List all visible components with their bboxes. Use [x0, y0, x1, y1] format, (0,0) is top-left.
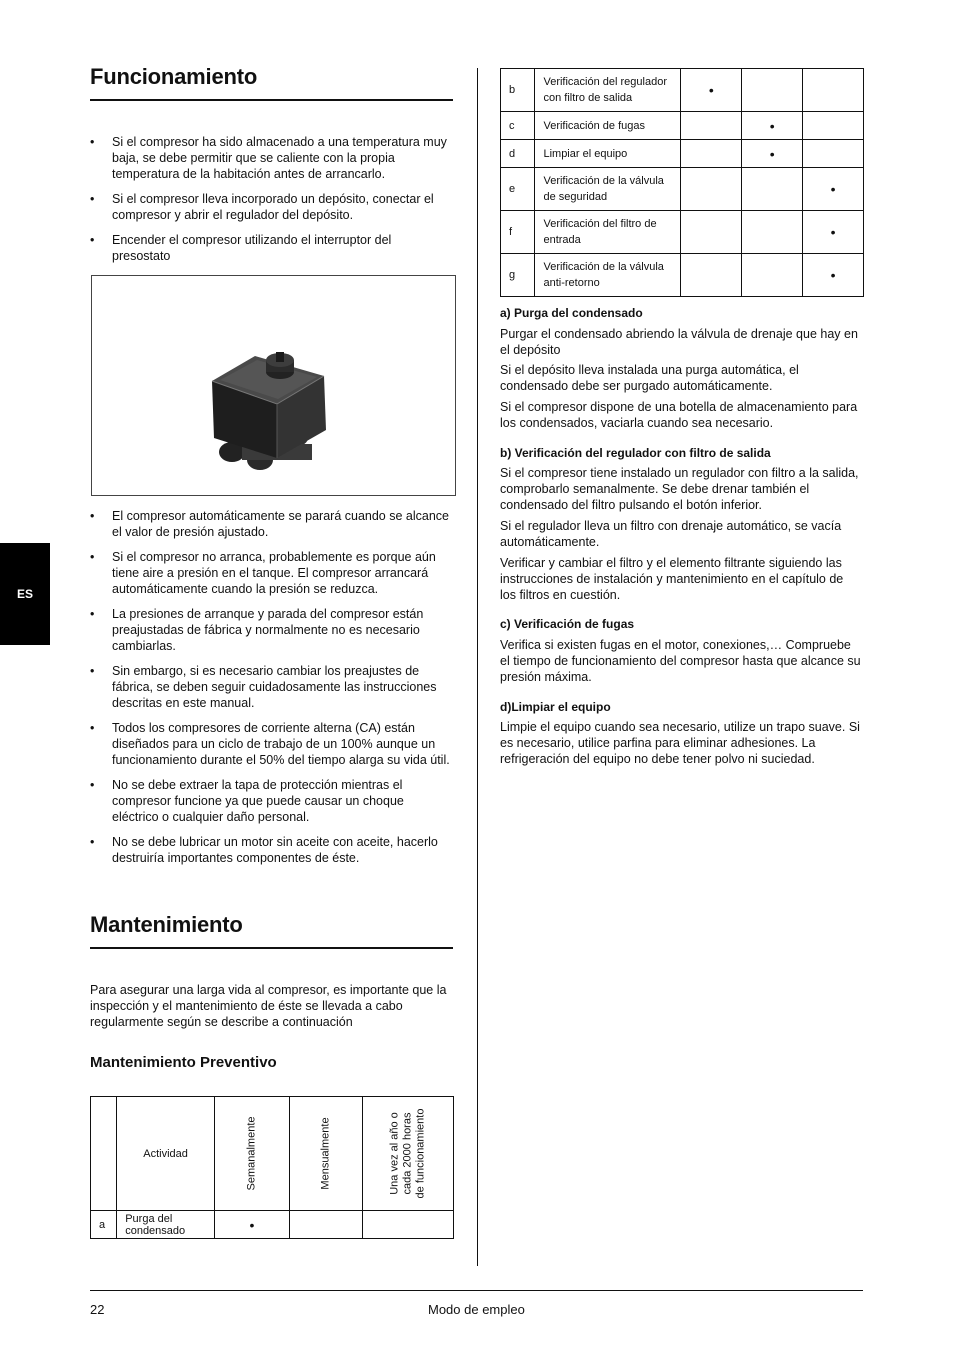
list-item: • Todos los compresores de corriente alterna (CA) están diseñados para un ciclo de trabajo de un 100% aunque un funcionamiento durante el 50% del tiempo alarga su vida útil.: [90, 720, 452, 768]
paragraph: Verificar y cambiar el filtro y el elemento filtrante siguiendo las instrucciones de instalación y mantenimiento en el capítulo de los filtros en cuestión.: [500, 556, 844, 602]
subsection-title: b) Verificación del regulador con filtro de salida: [500, 446, 771, 460]
table-row: b Verificación del regulador con filtro de salida •: [501, 69, 864, 112]
maintenance-table-part1: [90, 1096, 454, 1239]
paragraph: Purgar el condensado abriendo la válvula de drenaje que hay en el depósito: [500, 327, 858, 357]
list-item: • Sin embargo, si es necesario cambiar los preajustes de fábrica, se deben seguir cuidadosamente las instrucciones descritas en este manual.: [90, 663, 452, 711]
column-divider: [477, 68, 478, 1266]
list-item: • Si el compresor no arranca, probablemente es porque aún tiene aire a presión en el tanque. El compresor arrancará automáticamente cuando la presión se reduzca.: [90, 549, 452, 597]
paragraph: Si el compresor tiene instalado un regulador con filtro a la salida, comprobarlo semanalmente. Se debe drenar también el condensado del filtro pulsando el botón inferior.: [500, 466, 859, 512]
title-underline: [90, 99, 453, 101]
list-item: • No se debe extraer la tapa de protección mientras el compresor funcione ya que puede causar un choque eléctrico o cualquier daño personal.: [90, 777, 452, 825]
maintenance-table-part2: [500, 68, 864, 297]
operation-list-bottom: [90, 508, 452, 875]
header-monthly: Mensualmente: [319, 1117, 332, 1190]
paragraph: Limpie el equipo cuando sea necesario, utilize un trapo suave. Si es necesario, utilice parfina para eliminar adhesiones. La refrigeración del equipo no debe tener polvo ni suciedad.: [500, 720, 860, 766]
operation-list-top: [90, 134, 452, 273]
maintenance-intro: Para asegurar una larga vida al compresor, es importante que la inspección y el mantenimiento de éste se llevada a cabo regularmente según se describe a continuación: [90, 983, 447, 1029]
maintenance-title: Mantenimiento: [90, 912, 243, 937]
pressure-switch-figure: [91, 275, 456, 496]
subsection-title: d)Limpiar el equipo: [500, 700, 611, 714]
subsection-title: a) Purga del condensado: [500, 306, 643, 320]
language-tab: ES: [0, 543, 50, 645]
paragraph: Verifica si existen fugas en el motor, conexiones,… Compruebe el tiempo de funcionamiento del compresor hasta que alcance su presión máxima.: [500, 638, 861, 684]
page-number: 22: [90, 1302, 105, 1317]
operation-title: Funcionamiento: [90, 64, 258, 89]
list-item: • El compresor automáticamente se parará cuando se alcance el valor de presión ajustado.: [90, 508, 452, 540]
preventive-title: Mantenimiento Preventivo: [90, 1054, 277, 1071]
list-item: • No se debe lubricar un motor sin aceite con aceite, hacerlo destruiría importantes componentes de éste.: [90, 834, 452, 866]
list-item: • Si el compresor ha sido almacenado a una temperatura muy baja, se debe permitir que se caliente con la propia temperatura de la habitación antes de arrancarlo.: [90, 134, 452, 182]
subsection-title: c) Verificación de fugas: [500, 617, 635, 631]
table-row: d Limpiar el equipo •: [501, 140, 864, 168]
table-row: a Purga del condensado •: [91, 1211, 454, 1239]
title-underline: [90, 947, 453, 949]
list-item: • Encender el compresor utilizando el interruptor del presostato: [90, 232, 452, 264]
header-yearly: Una vez al año o cada 2000 horas de funcionamiento: [388, 1108, 427, 1199]
list-item: • Si el compresor lleva incorporado un depósito, conectar el compresor y abrir el regulador del depósito.: [90, 191, 452, 223]
table-row: g Verificación de la válvula anti-retorno •: [501, 254, 864, 297]
table-row: f Verificación del filtro de entrada •: [501, 211, 864, 254]
footer-label: Modo de empleo: [428, 1302, 525, 1317]
table-row: e Verificación de la válvula de seguridad •: [501, 168, 864, 211]
header-weekly: Semanalmente: [245, 1116, 258, 1191]
pressure-switch-image: [92, 276, 455, 495]
footer-rule: [90, 1290, 863, 1291]
paragraph: Si el compresor dispone de una botella de almacenamiento para los condensados, vaciarla cuando sea necesario.: [500, 400, 858, 430]
table-row: c Verificación de fugas •: [501, 112, 864, 140]
list-item: • La presiones de arranque y parada del compresor están preajustadas de fábrica y normalmente no es necesario cambiarlas.: [90, 606, 452, 654]
header-activity: Actividad: [117, 1097, 215, 1211]
paragraph: Si el regulador lleva un filtro con drenaje automático, se vacía automáticamente.: [500, 519, 842, 549]
paragraph: Si el depósito lleva instalada una purga automática, el condensado debe ser purgado automáticamente.: [500, 363, 799, 393]
